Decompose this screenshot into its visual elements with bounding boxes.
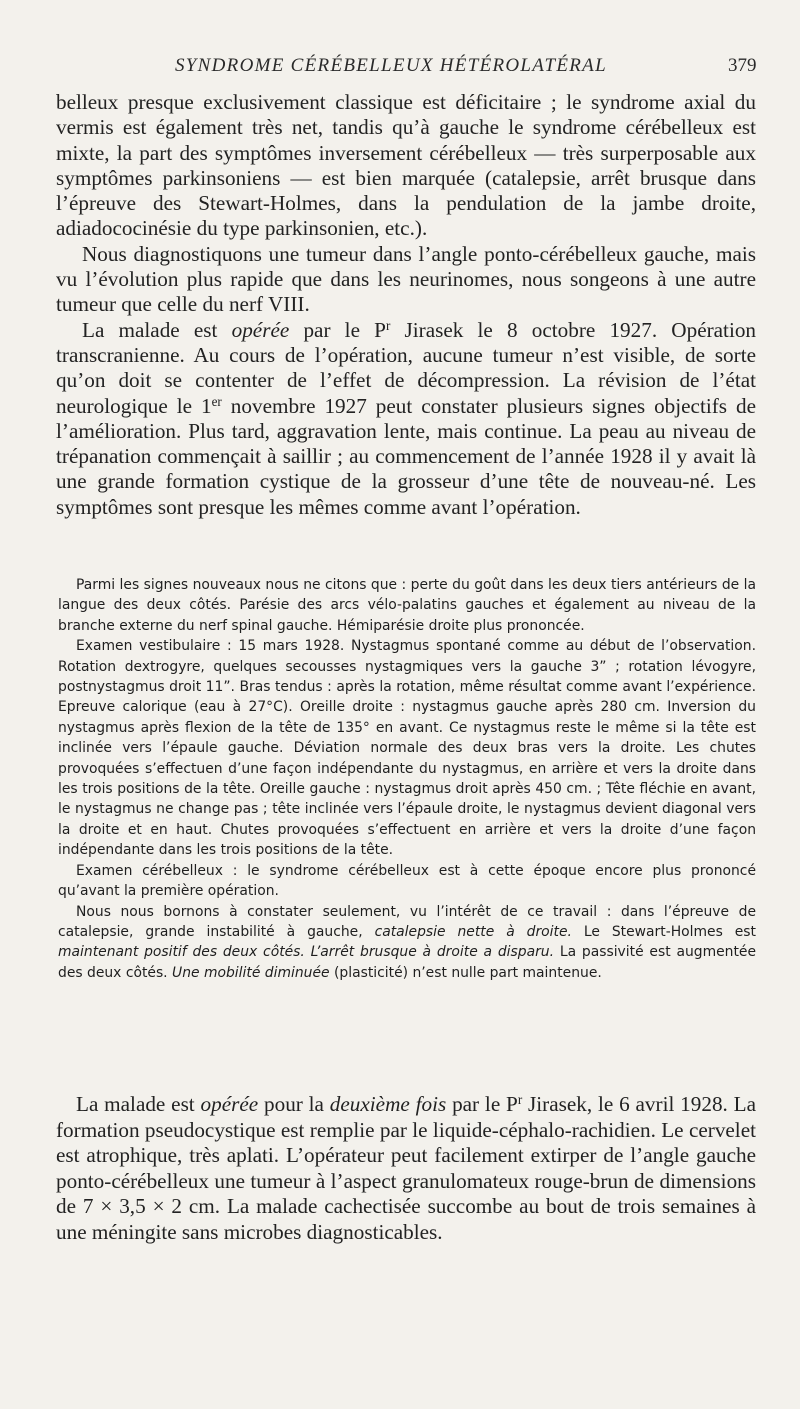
text-run: Le Stewart-Holmes est (583, 923, 756, 940)
final-paragraph (56, 1092, 756, 1245)
page-number: 379 (728, 55, 757, 76)
page-header (0, 55, 800, 85)
paragraph-3 (56, 318, 756, 520)
text-run: Jirasek, le 6 avril 1928. La formation pseudocystique est remplie par le liquide-céphalo-rachidien. Le cervelet est atrophique, très aplati. L’opérateur peut facilement extirper de l’angle gauche ponto-cérébelleux une tumeur à l’aspect granulomateux rouge-brun de dimensions de 7 × 3,5 × 2 cm. La malade cachectisée succombe au bout de trois semaines à une méningite sans microbes diagnosticables. (56, 1092, 757, 1244)
emphasis: maintenant positif des deux côtés. L’arrêt brusque à droite a disparu. (58, 944, 555, 961)
note-3: Examen cérébelleux : le syndrome cérébelleux est à cette époque encore plus prononcé qu’avant la première opération. (58, 862, 756, 900)
emphasis: opérée (200, 1092, 259, 1116)
emphasis: opérée (231, 317, 290, 342)
text-run: pour la (264, 1092, 324, 1116)
emphasis: Une mobilité diminuée (172, 964, 330, 981)
emphasis: deuxième fois (329, 1092, 447, 1116)
final-paragraph-block (56, 1092, 756, 1245)
note-4 (58, 902, 756, 984)
text-run: (plasticité) n’est nulle part maintenue. (333, 964, 602, 981)
text-run: La malade est (82, 317, 218, 342)
text-run: novembre 1927 peut constater plusieurs signes objectifs de l’amélioration. Plus tard, aggravation lente, mais continue. La peau au niveau de trépanation commençait à saillir ; au commencement de l’année 1928 il y avait là une grande formation cystique de la grosseur d’une tête de nouveau-né. Les symptômes sont presque les mêmes comme avant l’opération. (56, 393, 756, 519)
text-run: par le P (452, 1092, 518, 1116)
note-2: Examen vestibulaire : 15 mars 1928. Nystagmus spontané comme au début de l’observation. Rotation dextrogyre, quelques secousses nystagmiques vers la gauche 3” ; rotation lévogyre, postnystagmus droit 11”. Bras tendus : après la rotation, même résultat comme avant l’expérience. Epreuve calorique (eau à 27°C). Oreille droite : nystagmus gauche après 280 cm. Inversion du nystagmus après flexion de la tête de 135° en avant. Ce nystagmus reste le même si la tête est inclinée vers l’épaule gauche. Déviation normale des deux bras vers la droite. Les chutes provoquées s’effectuen d’une façon indépendante du nystagmus, en arrière et vers la droite dans les trois positions de la tête. Oreille gauche : nystagmus droit après 450 cm. ; Tête fléchie en avant, le nystagmus ne change pas ; tête inclinée vers l’épaule droite, le nystagmus devient diagonal vers la droite et en haut. Chutes provoquées s’effectuent en arrière et vers la droite d’une façon indépendante dans les trois positions de la tête. (58, 638, 756, 859)
text-run: par le P (303, 317, 386, 342)
clinical-notes (58, 575, 756, 983)
text-run: Nous nous bornons à constater seulement, vu l’intérêt de ce travail : dans l’épreuve de catalepsie, grande instabilité à gauche, (58, 903, 756, 940)
emphasis: catalepsie nette à droite. (374, 923, 572, 940)
text-run: La malade est (76, 1092, 195, 1116)
superscript: er (211, 393, 222, 409)
main-text (56, 90, 756, 520)
paragraph-1: belleux presque exclusivement classique est déficitaire ; le syndrome axial du vermis est également très net, tandis qu’à gauche le syndrome cérébelleux est mixte, la part des symptômes inversement cérébelleux — très surperposable aux symptômes parkinsoniens — est bien marquée (catalepsie, arrêt brusque dans l’épreuve des Stewart-Holmes, dans la pendulation de la jambe droite, adiadococinésie du type parkinsonien, etc.). (56, 90, 756, 241)
note-1: Parmi les signes nouveaux nous ne citons que : perte du goût dans les deux tiers antérieurs de la langue des deux côtés. Parésie des arcs vélo-palatins gauches et également au niveau de la branche externe du nerf spinal gauche. Hémiparésie droite plus prononcée. (58, 577, 756, 634)
superscript: r (385, 317, 391, 333)
running-title: SYNDROME CÉRÉBELLEUX HÉTÉROLATÉRAL (175, 55, 607, 76)
text-run: Jirasek le 8 octobre 1927. Opération transcranienne. Au cours de l’opération, aucune tumeur n’est visible, de sorte qu’on doit se contenter de l’effet de décompression. La révision de l’état neurologique le 1 (56, 317, 757, 418)
superscript: r (517, 1091, 523, 1107)
text-run: La passivité est augmentée des deux côtés. (58, 944, 757, 981)
paragraph-2: Nous diagnostiquons une tumeur dans l’angle ponto-cérébelleux gauche, mais vu l’évolution plus rapide que dans les neurinomes, nous songeons à une autre tumeur que celle du nerf VIII. (56, 241, 756, 317)
